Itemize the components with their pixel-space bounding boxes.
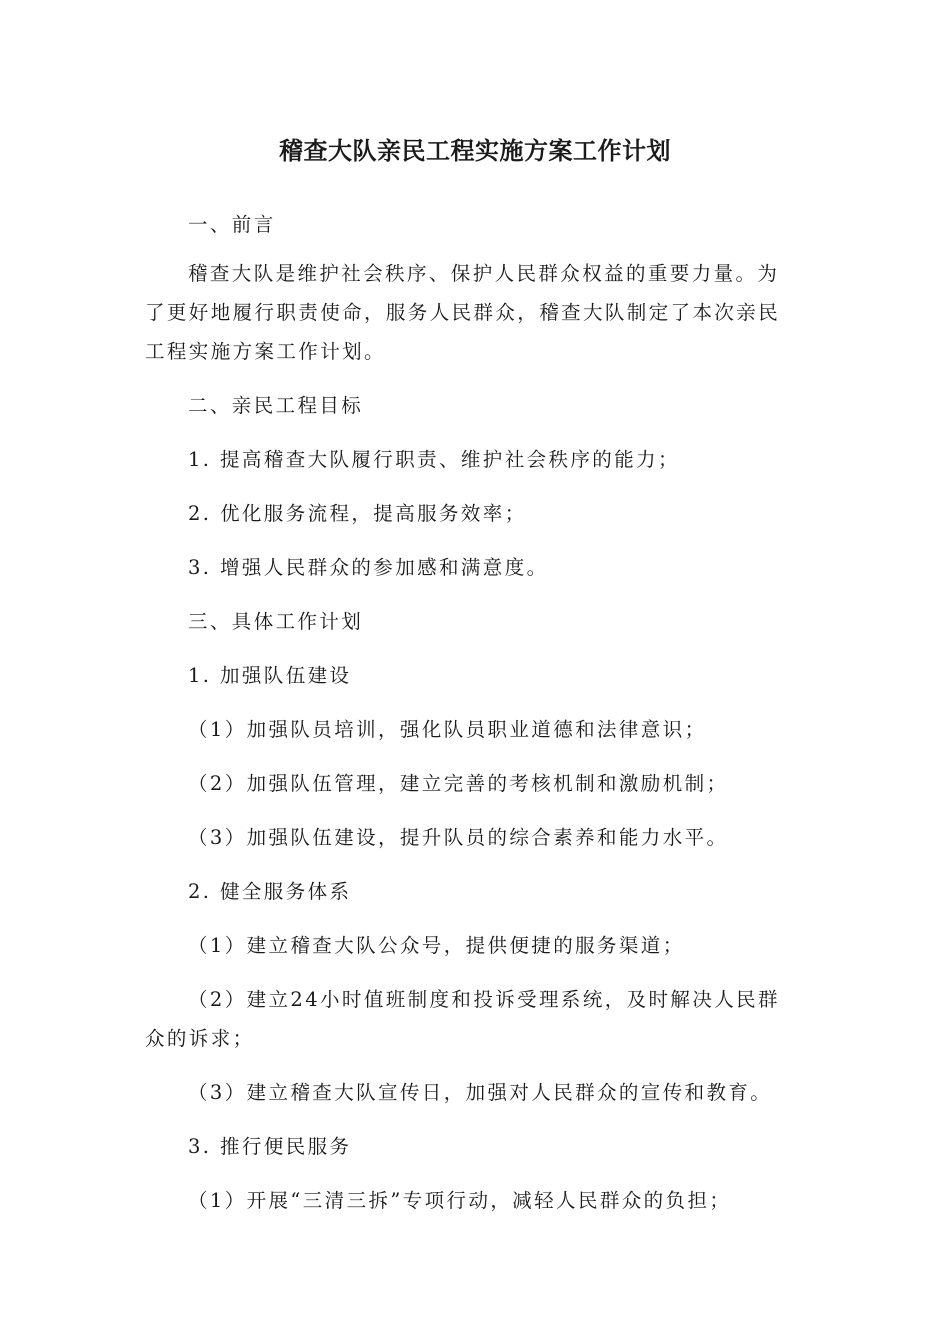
section-heading-plan: 三、具体工作计划 bbox=[188, 610, 364, 633]
section-heading-goals: 二、亲民工程目标 bbox=[188, 394, 364, 417]
goal-item-2: 2. 优化服务流程，提高服务效率； bbox=[188, 502, 527, 525]
service-item-2: （2）建立24小时值班制度和投诉受理系统，及时解决人民群众的诉求； bbox=[145, 988, 780, 1050]
convenience-item-1: （1）开展“三清三拆”专项行动，减轻人民群众的负担； bbox=[188, 1189, 732, 1212]
preface-paragraph: 稽查大队是维护社会秩序、保护人民群众权益的重要力量。为了更好地履行职责使命，服务人民群众，稽查大队制定了本次亲民工程实施方案工作计划。 bbox=[145, 262, 781, 363]
team-item-3: （3）加强队伍建设，提升队员的综合素养和能力水平。 bbox=[188, 826, 729, 849]
section-heading-preface: 一、前言 bbox=[188, 213, 276, 236]
goal-item-3: 3. 增强人民群众的参加感和满意度。 bbox=[188, 556, 549, 579]
team-item-2: （2）加强队伍管理，建立完善的考核机制和激励机制； bbox=[188, 772, 729, 795]
service-item-3: （3）建立稽查大队宣传日，加强对人民群众的宣传和教育。 bbox=[188, 1081, 773, 1104]
team-item-1: （1）加强队员培训，强化队员职业道德和法律意识； bbox=[188, 718, 707, 741]
plan-heading-convenience: 3. 推行便民服务 bbox=[188, 1135, 352, 1158]
plan-heading-service-system: 2. 健全服务体系 bbox=[188, 880, 352, 903]
plan-heading-team: 1. 加强队伍建设 bbox=[188, 664, 352, 687]
document-title: 稽查大队亲民工程实施方案工作计划 bbox=[279, 137, 671, 165]
service-item-1: （1）建立稽查大队公众号，提供便捷的服务渠道； bbox=[188, 934, 685, 957]
goal-item-1: 1. 提高稽查大队履行职责、维护社会秩序的能力； bbox=[188, 448, 680, 471]
